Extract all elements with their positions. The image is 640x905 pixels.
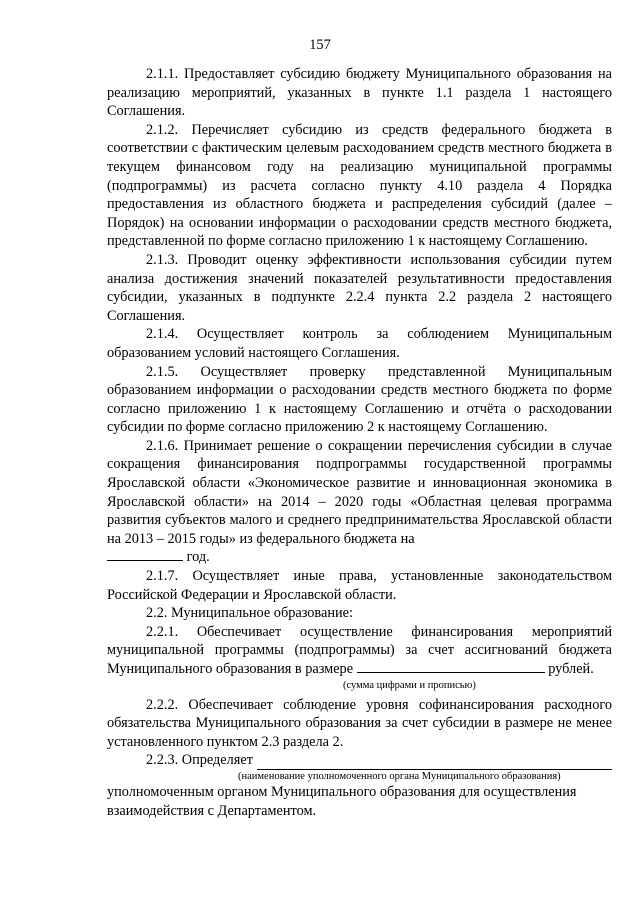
paragraph-2-1-6-end: год. xyxy=(186,549,210,566)
authority-blank xyxy=(257,755,612,770)
paragraph-2-1-2: 2.1.2. Перечисляет субсидию из средств федерального бюджета в соответствии с фактическим целевым расходованием средств местного бюджета в текущем финансовом году на реализацию муниципальной программы (подпрограммы) из расчета согласно пункту 4.10 раздела 4 Порядка предоставления из областного бюджета и распределения субсидий (далее – Порядок) на основании информации о расходовании средств местного бюджета, представленной по форме согласно приложению 1 к настоящему Соглашению. xyxy=(107,121,612,250)
paragraph-2-1-3: 2.1.3. Проводит оценку эффективности использования субсидии путем анализа достижения значений показателей результативности предоставления субсидии, указанных в подпункте 2.2.4 пункта 2.2 раздела 2 настоящего Соглашения. xyxy=(107,251,612,324)
paragraph-2-2-1 xyxy=(107,623,612,679)
paragraph-2-1-7: 2.1.7. Осуществляет иные права, установленные законодательством Российской Федерации и Ярославской области. xyxy=(107,568,612,603)
paragraph-2-2-3-text: 2.2.3. Определяет xyxy=(146,752,253,769)
paragraph-2-2: 2.2. Муниципальное образование: xyxy=(146,605,353,622)
document-body xyxy=(107,65,612,820)
paragraph-2-2-2: 2.2.2. Обеспечивает соблюдение уровня софинансирования расходного обязательства Муниципального образования за счет субсидии в размере не менее установленного пунктом 2.3 раздела 2. xyxy=(107,696,612,750)
caption-authority: (наименование уполномоченного органа Муниципального образования) xyxy=(238,770,561,782)
paragraph-2-2-1-text: 2.2.1. Обеспечивает осуществление финансирования мероприятий муниципальной программы (подпрограммы) за счет ассигнований бюджета Муниципального образования в размере xyxy=(107,623,612,677)
paragraph-2-1-6 xyxy=(107,437,612,567)
paragraph-2-2-3-continued: уполномоченным органом Муниципального образования для осуществления взаимодействия с Департаментом. xyxy=(107,783,577,819)
paragraph-2-2-3 xyxy=(107,751,612,770)
year-blank xyxy=(107,548,183,561)
caption-amount: (сумма цифрами и прописью) xyxy=(343,679,476,691)
paragraph-2-1-6-text: 2.1.6. Принимает решение о сокращении перечисления субсидии в случае сокращения финансирования подпрограммы государственной программы Ярославской области «Экономическое развитие и инновационная экономика в Ярославской области» на 2014 – 2020 годы «Областная целевая программа развития субъектов малого и среднего предпринимательства Ярославской области на 2013 – 2015 годы» из федерального бюджета на xyxy=(107,437,612,547)
paragraph-2-1-1: 2.1.1. Предоставляет субсидию бюджету Муниципального образования на реализацию мероприятий, указанных в пункте 1.1 раздела 1 настоящего Соглашения. xyxy=(107,66,612,120)
paragraph-2-2-1-end: рублей. xyxy=(548,661,594,677)
page-number: 157 xyxy=(309,37,331,53)
amount-blank xyxy=(357,660,545,673)
paragraph-2-1-5: 2.1.5. Осуществляет проверку представленной Муниципальным образованием информации о расходовании средств местного бюджета по форме согласно приложению 1 к настоящему Соглашению и отчёта о расходовании субсидии по форме согласно приложению 2 к настоящему Соглашению. xyxy=(107,363,612,436)
paragraph-2-1-4: 2.1.4. Осуществляет контроль за соблюдением Муниципальным образованием условий настоящего Соглашения. xyxy=(107,326,612,361)
